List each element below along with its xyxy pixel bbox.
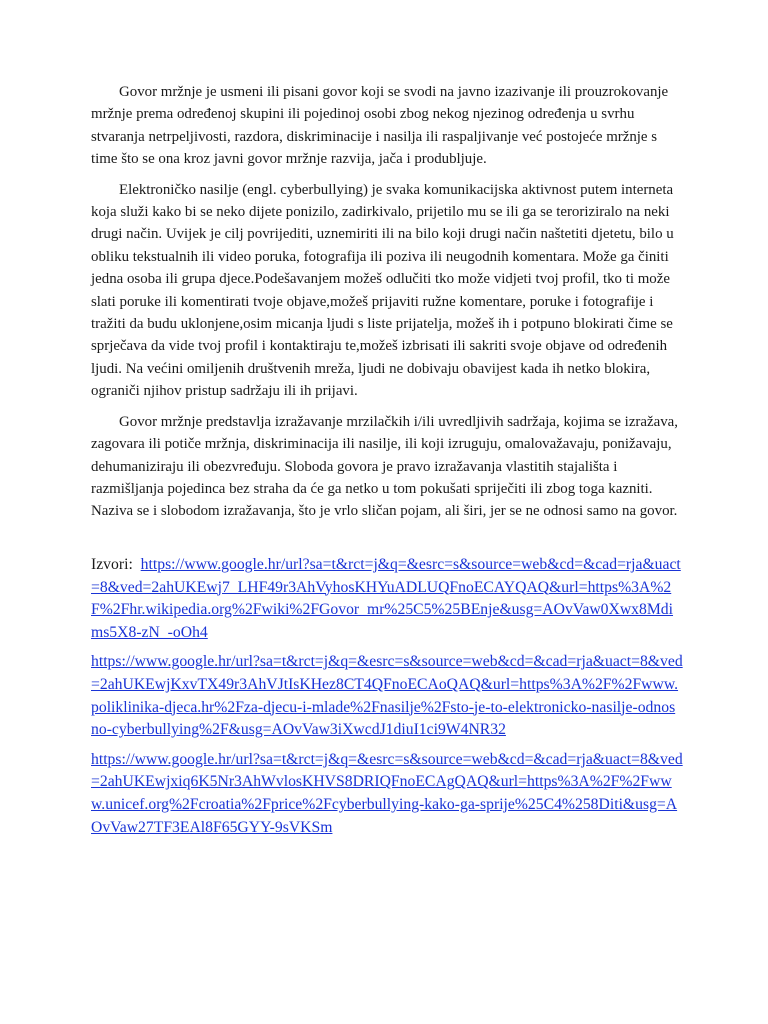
source-item-2 (91, 651, 683, 741)
paragraph-freedom-of-speech: Govor mržnje predstavlja izražavanje mrzilačkih i/ili uvredljivih sadržaja, kojima se izražava, zagovara ili potiče mržnja, diskriminacija ili nasilje, ili koji izruguju, omalovažavaju, ponižavaju, dehumaniziraju ili obezvređuju. Sloboda govora je pravo izražavanja vlastitih stajališta i razmišljanja pojedinca bez straha da će ga netko u tom pokušati spriječiti ili zbog toga kazniti. Naziva se i slobodom izražavanja, što je vrlo sličan pojam, ali širi, jer se ne odnosi samo na govor. (91, 413, 678, 520)
source-link-unicef[interactable]: https://www.google.hr/url?sa=t&rct=j&q=&esrc=s&source=web&cd=&cad=rja&uact=8&ved=2ahUKEwjxiq6K5Nr3AhWvlosKHVS8DRIQFnoECAgQAQ&url=https%3A%2F%2Fwww.unicef.org%2Fcroatia%2Fprice%2Fcyberbullying-kako-ga-sprije%25C4%258Diti&usg=AOvVaw27TF3EAl8F65GYY-9sVKSm (91, 750, 683, 836)
sources-label: Izvori: (91, 556, 133, 573)
paragraph-hate-speech-definition: Govor mržnje je usmeni ili pisani govor koji se svodi na javno izazivanje ili prouzrokovanje mržnje prema određenoj skupini ili pojedinoj osobi zbog nekog njezinog određenja u svrhu stvaranja netrpeljivosti, razdora, diskriminacije i nasilja ili raspaljivanje već postojeće mržnje s time što se ona kroz javni govor mržnje razvija, jača i produbljuje. (91, 84, 669, 168)
sources-section (91, 554, 683, 846)
paragraph-cyberbullying: Elektroničko nasilje (engl. cyberbullying) je svaka komunikacijska aktivnost putem interneta koja služi kako bi se neko dijete ponizilo, zadirkivalo, prijetilo mu se ili ga se teroriziralo na neki drugi način. Uvijek je cilj povrijediti, uznemiriti ili na bilo koji drugi način naštetiti djetetu, bilo u obliku tekstualnih ili video poruka, fotografija ili poziva ili neugodnih komentara. Može ga činiti jedna osoba ili grupa djece.Podešavanjem možeš odlučiti tko može vidjeti tvoj profil, tko ti može slati poruke ili komentirati tvoje objave,možeš prijaviti ružne komentare, poruke i fotografije i tražiti da budu uklonjene,osim micanja ljudi s liste prijatelja, možeš ih i potpuno blokirati čime se sprječava da vide tvoj profil i kontaktiraju te,možeš izbrisati ili sakriti svoje objave od određenih ljudi. Na većini omiljenih društvenih mreža, ljudi ne dobivaju obavijest kada ih netko blokira, ograniči njihov pristup sadržaju ili ih prijavi. (91, 181, 674, 400)
body-text (91, 81, 683, 531)
source-link-poliklinika[interactable]: https://www.google.hr/url?sa=t&rct=j&q=&esrc=s&source=web&cd=&cad=rja&uact=8&ved=2ahUKEwjKxvTX49r3AhVJtIsKHez8CT4QFnoECAoQAQ&url=https%3A%2F%2Fwww.poliklinika-djeca.hr%2Fza-djecu-i-mlade%2Fnasilje%2Fsto-je-to-elektronicko-nasilje-odnosno-cyberbullying%2F&usg=AOvVaw3iXwcdJ1diuI1ci9W4NR32 (91, 653, 683, 739)
source-link-wikipedia[interactable]: https://www.google.hr/url?sa=t&rct=j&q=&esrc=s&source=web&cd=&cad=rja&uact=8&ved=2ahUKEwj7_LHF49r3AhVyhosKHYuADLUQFnoECAYQAQ&url=https%3A%2F%2Fhr.wikipedia.org%2Fwiki%2FGovor_mr%25C5%25BEnje&usg=AOvVaw0Xwx8Mdims5X8-zN_-oOh4 (91, 556, 681, 641)
source-item-3 (91, 749, 683, 839)
source-item-1 (91, 554, 683, 644)
